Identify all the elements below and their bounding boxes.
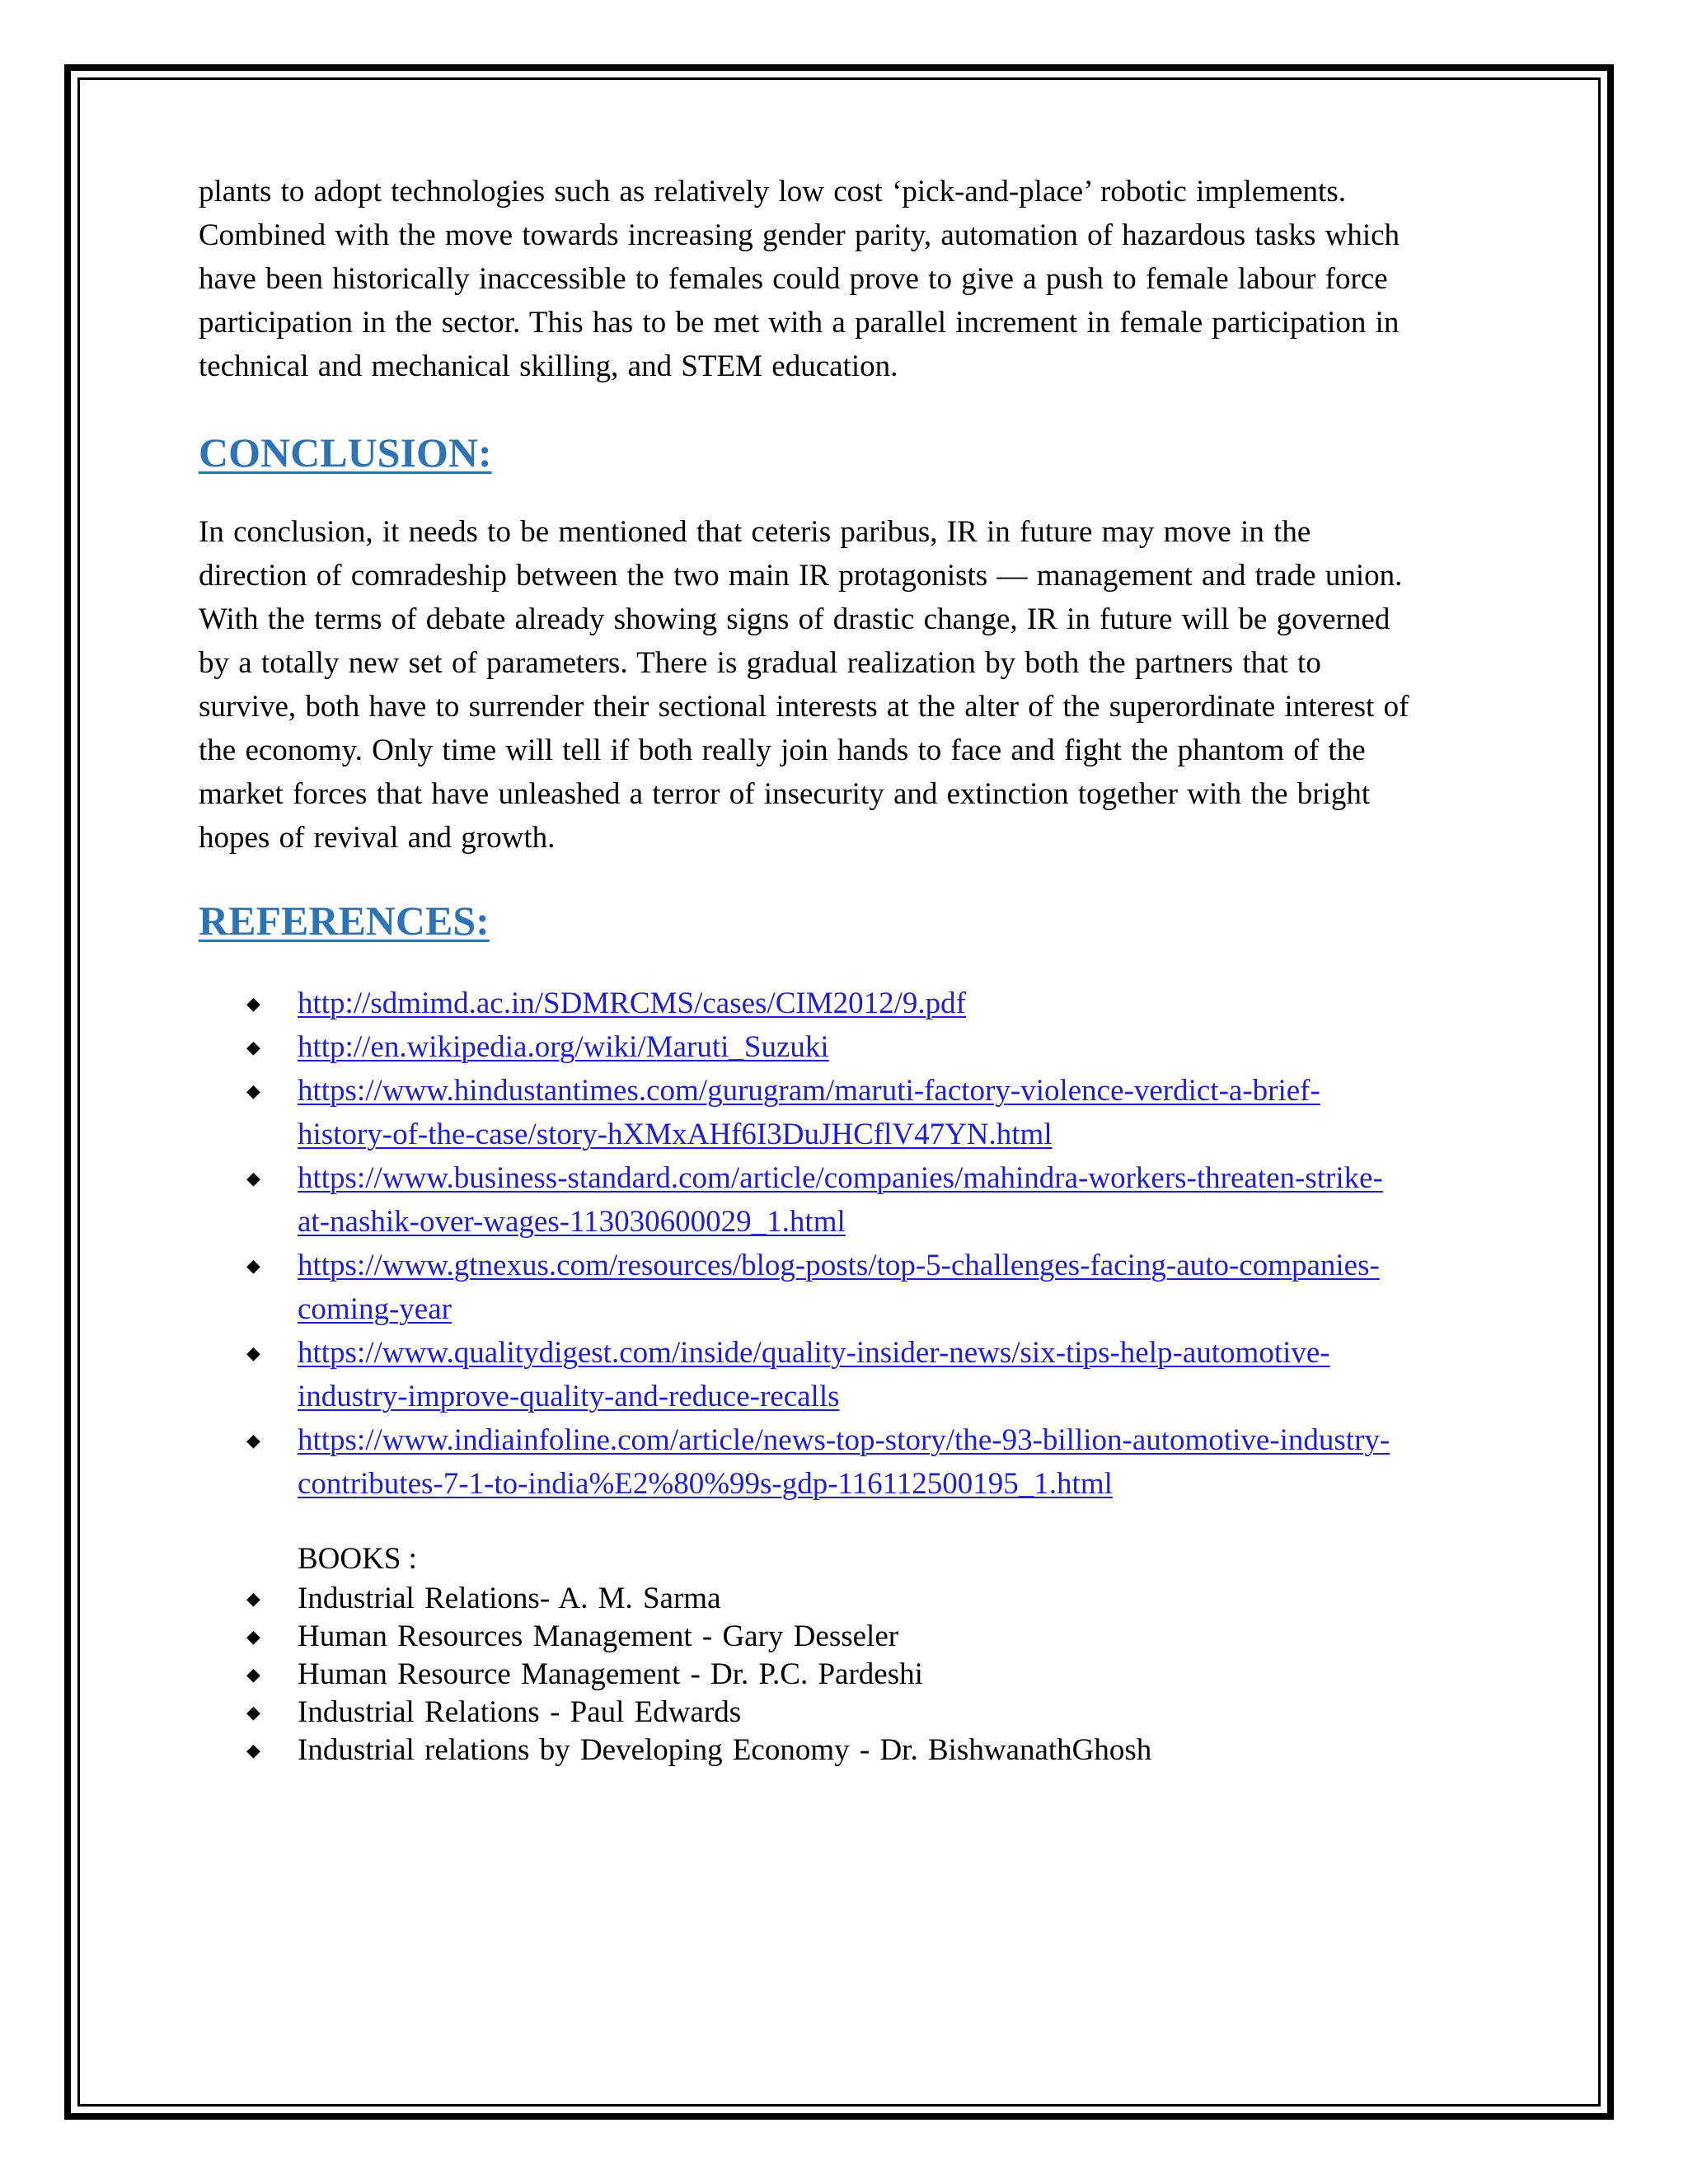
diamond-bullet-icon: ◆ <box>246 1168 260 1188</box>
reference-link[interactable]: https://www.gtnexus.com/resources/blog-posts/top-5-challenges-facing-auto-companies- coming-year <box>298 1249 1380 1326</box>
paragraph-line: direction of comradeship between the two main IR protagonists — management and trade union. <box>199 559 1403 593</box>
intro-paragraph <box>199 170 1501 388</box>
diamond-bullet-icon: ◆ <box>246 1080 260 1101</box>
book-entry: Human Resources Management - Gary Desseler <box>298 1619 899 1653</box>
paragraph-line: Combined with the move towards increasing gender parity, automation of hazardous tasks which <box>199 218 1400 252</box>
paragraph-line: the economy. Only time will tell if both really join hands to face and fight the phantom of the <box>199 733 1366 767</box>
list-item <box>199 982 1501 1025</box>
reference-link[interactable]: https://www.indiainfoline.com/article/news-top-story/the-93-billion-automotive-industry- contributes-7-1-to-india%E2%80%99s-gdp-116112500195_1.html <box>298 1423 1390 1501</box>
diamond-bullet-icon: ◆ <box>246 1037 260 1057</box>
book-entry: Industrial Relations - Paul Edwards <box>298 1695 742 1729</box>
list-item <box>199 1694 1501 1732</box>
conclusion-paragraph <box>199 510 1501 860</box>
paragraph-line: have been historically inaccessible to females could prove to give a push to female labour force <box>199 262 1388 296</box>
book-entry: Industrial Relations- A. M. Sarma <box>298 1582 721 1615</box>
list-item <box>199 1156 1501 1244</box>
list-item <box>199 1025 1501 1069</box>
books-title: BOOKS : <box>298 1542 417 1576</box>
paragraph-line: hopes of revival and growth. <box>199 821 556 855</box>
paragraph-line: participation in the sector. This has to be met with a parallel increment in female participation in <box>199 306 1400 340</box>
diamond-bullet-icon: ◆ <box>246 1430 260 1451</box>
paragraph-line: technical and mechanical skilling, and STEM education. <box>199 349 898 383</box>
list-item <box>199 1618 1501 1656</box>
paragraph-line: by a totally new set of parameters. There is gradual realization by both the partners that to <box>199 646 1321 680</box>
diamond-bullet-icon: ◆ <box>246 1588 260 1609</box>
paragraph-line: In conclusion, it needs to be mentioned that ceteris paribus, IR in future may move in the <box>199 515 1311 549</box>
diamond-bullet-icon: ◆ <box>246 993 260 1014</box>
diamond-bullet-icon: ◆ <box>246 1740 260 1760</box>
list-item <box>199 1418 1501 1506</box>
paragraph-line: survive, both have to surrender their sectional interests at the alter of the superordinate interest of <box>199 690 1409 724</box>
references-heading: REFERENCES: <box>199 898 490 944</box>
book-entry: Industrial relations by Developing Economy - Dr. BishwanathGhosh <box>298 1733 1152 1767</box>
diamond-bullet-icon: ◆ <box>246 1702 260 1722</box>
book-entry: Human Resource Management - Dr. P.C. Pardeshi <box>298 1657 923 1691</box>
list-item <box>199 1580 1501 1618</box>
list-item <box>199 1244 1501 1331</box>
diamond-bullet-icon: ◆ <box>246 1255 260 1276</box>
reference-link[interactable]: http://en.wikipedia.org/wiki/Maruti_Suzuki <box>298 1030 829 1064</box>
list-item <box>199 1069 1501 1156</box>
list-item <box>199 1732 1501 1769</box>
list-item <box>199 1656 1501 1694</box>
diamond-bullet-icon: ◆ <box>246 1626 260 1647</box>
reference-link-list <box>199 982 1501 1506</box>
reference-link[interactable]: https://www.qualitydigest.com/inside/quality-insider-news/six-tips-help-automotive- industry-improve-quality-and-reduce-recalls <box>298 1336 1330 1413</box>
paragraph-line: market forces that have unleashed a terror of insecurity and extinction together with the bright <box>199 777 1371 811</box>
page-content <box>199 170 1501 1769</box>
book-list <box>199 1580 1501 1769</box>
reference-link[interactable]: https://www.business-standard.com/article/companies/mahindra-workers-threaten-strike- at-nashik-over-wages-113030600029_1.html <box>298 1161 1383 1239</box>
conclusion-heading: CONCLUSION: <box>199 429 492 476</box>
paragraph-line: With the terms of debate already showing signs of drastic change, IR in future will be governed <box>199 602 1390 636</box>
list-item <box>199 1331 1501 1418</box>
reference-link[interactable]: https://www.hindustantimes.com/gurugram/maruti-factory-violence-verdict-a-brief- history-of-the-case/story-hXMxAHf6I3DuJHCflV47YN.html <box>298 1074 1320 1151</box>
paragraph-line: plants to adopt technologies such as relatively low cost ‘pick-and-place’ robotic implements. <box>199 175 1346 209</box>
diamond-bullet-icon: ◆ <box>246 1343 260 1363</box>
reference-link[interactable]: http://sdmimd.ac.in/SDMRCMS/cases/CIM2012/9.pdf <box>298 987 966 1020</box>
diamond-bullet-icon: ◆ <box>246 1664 260 1685</box>
